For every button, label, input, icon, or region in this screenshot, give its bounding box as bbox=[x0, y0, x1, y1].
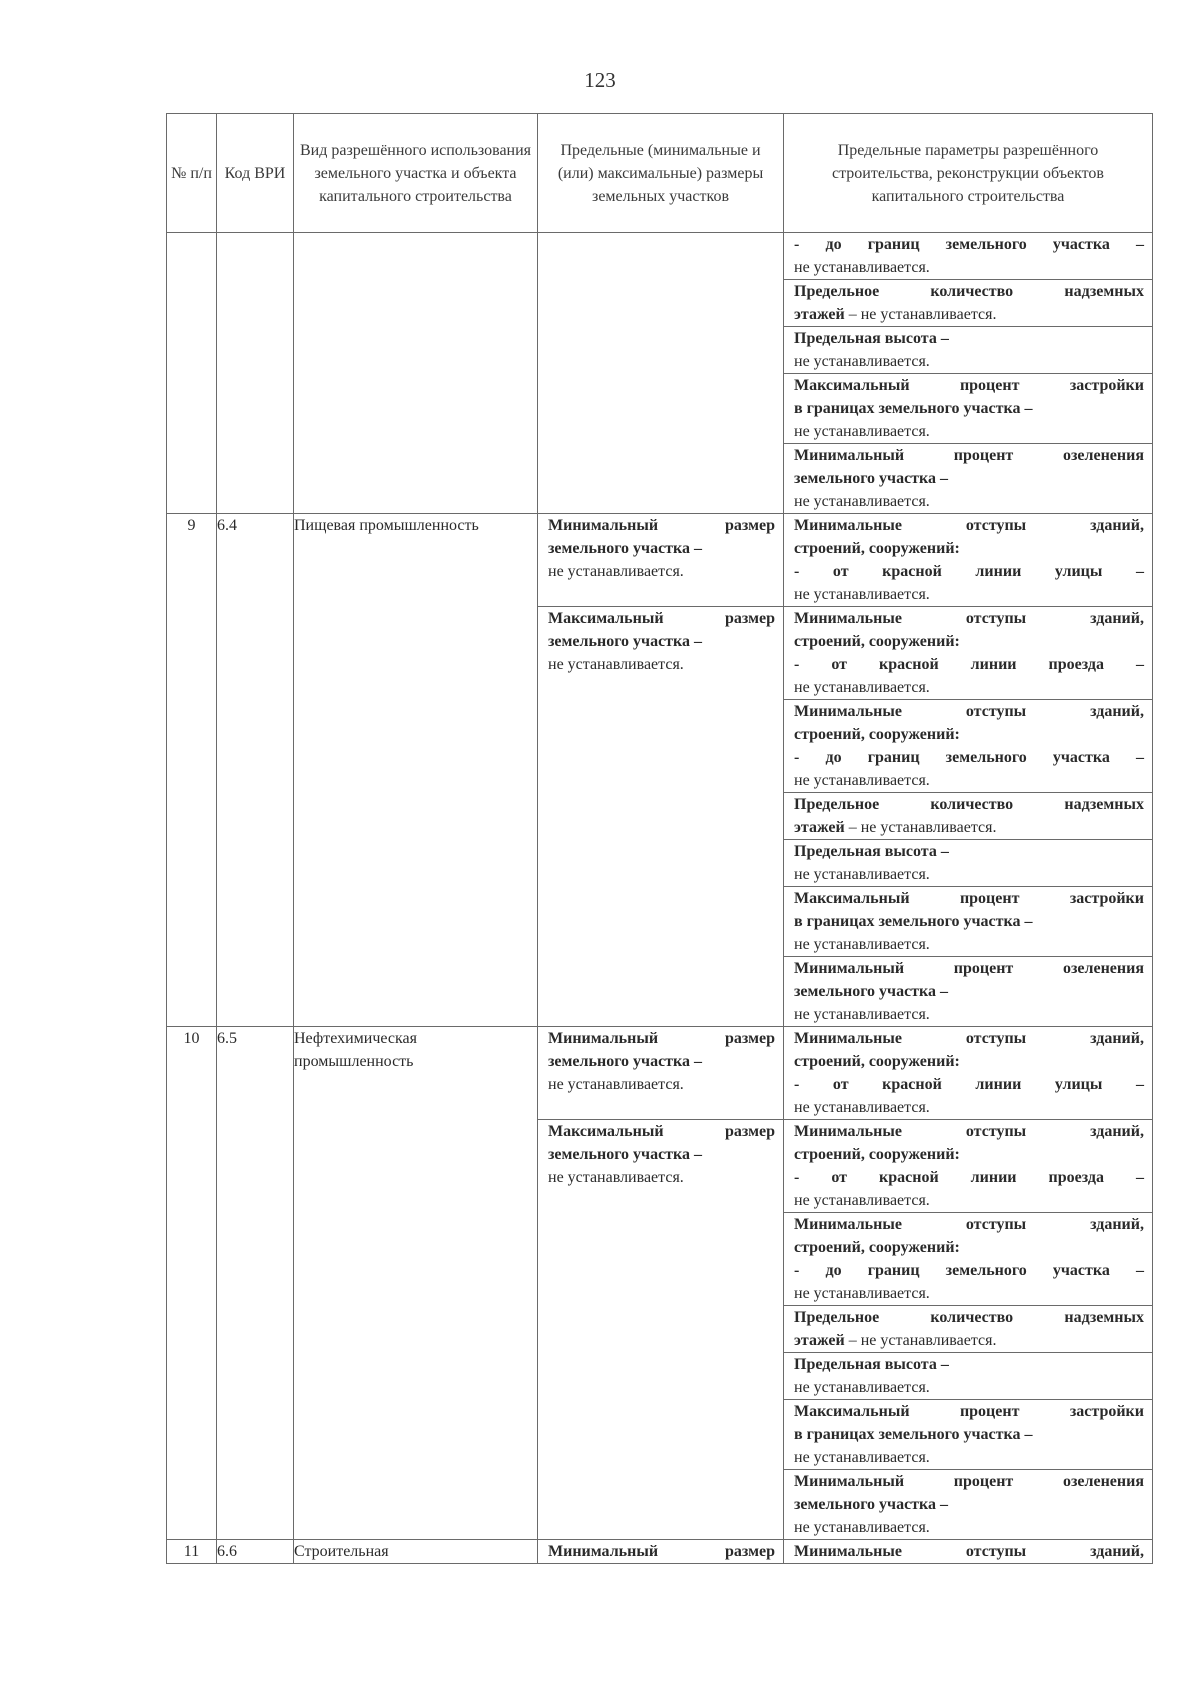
header-code: Код ВРИ bbox=[217, 114, 294, 233]
table-row bbox=[167, 1540, 1153, 1564]
param-title-2: строений, сооружений: bbox=[794, 1239, 960, 1256]
size-title: Максимальный размер bbox=[548, 1123, 775, 1140]
param-title-2: земельного участка – bbox=[794, 983, 949, 1000]
param-title-2: земельного участка – bbox=[794, 1496, 949, 1513]
size-title: Минимальный размер bbox=[548, 1030, 775, 1047]
param-block bbox=[784, 957, 1152, 1026]
cell-code: 6.4 bbox=[217, 514, 294, 1027]
param-title-2: строений, сооружений: bbox=[794, 1146, 960, 1163]
regulations-table bbox=[166, 113, 1153, 1564]
param-title: Минимальные отступы зданий, bbox=[794, 517, 1144, 534]
cell-params bbox=[784, 1540, 1153, 1564]
param-value: не устанавливается. bbox=[794, 1379, 930, 1396]
param-block bbox=[784, 840, 1152, 887]
size-title: Максимальный размер bbox=[548, 610, 775, 627]
param-block bbox=[784, 1353, 1152, 1400]
param-block bbox=[784, 700, 1152, 793]
cell-num: 11 bbox=[167, 1540, 217, 1564]
param-title-2: в границах земельного участка – bbox=[794, 1426, 1033, 1443]
cell-size-max bbox=[538, 607, 784, 1027]
param-title-2: этажей bbox=[794, 1332, 845, 1349]
param-value: не устанавливается. bbox=[794, 1192, 930, 1209]
cell-num: 9 bbox=[167, 514, 217, 1027]
param-block bbox=[784, 280, 1152, 327]
param-block bbox=[784, 374, 1152, 444]
param-title: Минимальные отступы зданий, bbox=[794, 1123, 1144, 1140]
param-title: Минимальный процент озеленения bbox=[794, 1473, 1144, 1490]
size-title: Минимальный размер bbox=[548, 1543, 775, 1560]
cell-size-min bbox=[538, 514, 784, 607]
size-title-2: земельного участка – bbox=[548, 633, 703, 650]
param-value: не устанавливается. bbox=[794, 1006, 930, 1023]
cell-code: 6.6 bbox=[217, 1540, 294, 1564]
param-title-2: в границах земельного участка – bbox=[794, 400, 1033, 417]
param-value: не устанавливается. bbox=[794, 772, 930, 789]
cell-params bbox=[784, 514, 1153, 607]
cell-params bbox=[784, 1120, 1153, 1540]
param-title: Предельное количество надземных bbox=[794, 283, 1144, 300]
param-detail: - до границ земельного участка – bbox=[794, 1262, 1144, 1279]
header-params: Предельные параметры разрешённого строительства, реконструкции объектов капитального строительства bbox=[784, 114, 1153, 233]
param-title-2: в границах земельного участка – bbox=[794, 913, 1033, 930]
cell-code: 6.5 bbox=[217, 1027, 294, 1540]
param-value: не устанавливается. bbox=[794, 1099, 930, 1116]
param-title-2: строений, сооружений: bbox=[794, 633, 960, 650]
param-block bbox=[784, 1027, 1152, 1119]
param-title: Максимальный процент застройки bbox=[794, 1403, 1144, 1420]
size-value: не устанавливается. bbox=[548, 656, 684, 673]
size-value: не устанавливается. bbox=[548, 563, 684, 580]
param-value: – не устанавливается. bbox=[844, 819, 997, 836]
param-value: не устанавливается. bbox=[794, 679, 930, 696]
param-title: Минимальный процент озеленения bbox=[794, 960, 1144, 977]
param-detail: - до границ земельного участка – bbox=[794, 236, 1144, 253]
size-title: Минимальный размер bbox=[548, 517, 775, 534]
param-value: не устанавливается. bbox=[794, 1519, 930, 1536]
table-row bbox=[167, 514, 1153, 607]
param-detail: - от красной линии улицы – bbox=[794, 1076, 1144, 1093]
param-block bbox=[784, 1470, 1152, 1539]
size-title-2: земельного участка – bbox=[548, 1146, 703, 1163]
size-title-2: земельного участка – bbox=[548, 540, 703, 557]
cell-params bbox=[784, 1027, 1153, 1120]
param-title: Предельное количество надземных bbox=[794, 796, 1144, 813]
param-value: не устанавливается. bbox=[794, 353, 930, 370]
cell-num: 10 bbox=[167, 1027, 217, 1540]
param-value: не устанавливается. bbox=[794, 493, 930, 510]
param-title: Минимальный процент озеленения bbox=[794, 447, 1144, 464]
param-detail: - от красной линии проезда – bbox=[794, 656, 1144, 673]
param-block bbox=[784, 793, 1152, 840]
param-title-2: земельного участка – bbox=[794, 470, 949, 487]
header-num: № п/п bbox=[167, 114, 217, 233]
param-title-2: этажей bbox=[794, 819, 845, 836]
cell-num bbox=[167, 233, 217, 514]
param-block bbox=[784, 327, 1152, 374]
cell-size-min bbox=[538, 1540, 784, 1564]
param-title: Предельная высота – bbox=[794, 330, 949, 347]
cell-kind: Пищевая промышленность bbox=[294, 514, 538, 1027]
cell-kind bbox=[294, 233, 538, 514]
param-title-2: строений, сооружений: bbox=[794, 1053, 960, 1070]
param-value: – не устанавливается. bbox=[844, 306, 997, 323]
table-row-continuation bbox=[167, 233, 1153, 514]
param-detail: - до границ земельного участка – bbox=[794, 749, 1144, 766]
param-title: Минимальные отступы зданий, bbox=[794, 610, 1144, 627]
page-number: 123 bbox=[584, 68, 616, 92]
header-kind: Вид разрешённого использования земельного участка и объекта капитального строительства bbox=[294, 114, 538, 233]
param-title-2: этажей bbox=[794, 306, 845, 323]
param-block bbox=[784, 1120, 1152, 1213]
cell-params bbox=[784, 233, 1153, 514]
param-title: Минимальные отступы зданий, bbox=[794, 1216, 1144, 1233]
param-value: не устанавливается. bbox=[794, 1285, 930, 1302]
param-title: Минимальные отступы зданий, bbox=[794, 703, 1144, 720]
param-block bbox=[784, 1306, 1152, 1353]
param-value: не устанавливается. bbox=[794, 936, 930, 953]
cell-kind: Строительная bbox=[294, 1540, 538, 1564]
param-title: Минимальные отступы зданий, bbox=[794, 1543, 1144, 1560]
cell-sizes bbox=[538, 233, 784, 514]
header-plot-sizes: Предельные (минимальные и (или) максимальные) размеры земельных участков bbox=[538, 114, 784, 233]
size-title-2: земельного участка – bbox=[548, 1053, 703, 1070]
cell-size-min bbox=[538, 1027, 784, 1120]
param-title-2: строений, сооружений: bbox=[794, 540, 960, 557]
param-value: – не устанавливается. bbox=[844, 1332, 997, 1349]
param-block bbox=[784, 444, 1152, 513]
param-block bbox=[784, 1400, 1152, 1470]
size-value: не устанавливается. bbox=[548, 1169, 684, 1186]
param-value: не устанавливается. bbox=[794, 586, 930, 603]
param-block bbox=[784, 233, 1152, 280]
table-header-row bbox=[167, 114, 1153, 233]
size-value: не устанавливается. bbox=[548, 1076, 684, 1093]
table-row bbox=[167, 1027, 1153, 1120]
param-block bbox=[784, 1213, 1152, 1306]
param-value: не устанавливается. bbox=[794, 866, 930, 883]
param-title: Минимальные отступы зданий, bbox=[794, 1030, 1144, 1047]
param-value: не устанавливается. bbox=[794, 423, 930, 440]
param-title-2: строений, сооружений: bbox=[794, 726, 960, 743]
param-detail: - от красной линии проезда – bbox=[794, 1169, 1144, 1186]
param-title: Предельная высота – bbox=[794, 1356, 949, 1373]
param-value: не устанавливается. bbox=[794, 1449, 930, 1466]
cell-code bbox=[217, 233, 294, 514]
param-title: Предельная высота – bbox=[794, 843, 949, 860]
param-block bbox=[784, 607, 1152, 700]
param-title: Максимальный процент застройки bbox=[794, 377, 1144, 394]
param-detail: - от красной линии улицы – bbox=[794, 563, 1144, 580]
cell-size-max bbox=[538, 1120, 784, 1540]
param-block bbox=[784, 887, 1152, 957]
cell-params bbox=[784, 607, 1153, 1027]
param-title: Максимальный процент застройки bbox=[794, 890, 1144, 907]
param-block bbox=[784, 514, 1152, 606]
cell-kind: Нефтехимическая промышленность bbox=[294, 1027, 538, 1540]
param-value: не устанавливается. bbox=[794, 259, 930, 276]
param-title: Предельное количество надземных bbox=[794, 1309, 1144, 1326]
